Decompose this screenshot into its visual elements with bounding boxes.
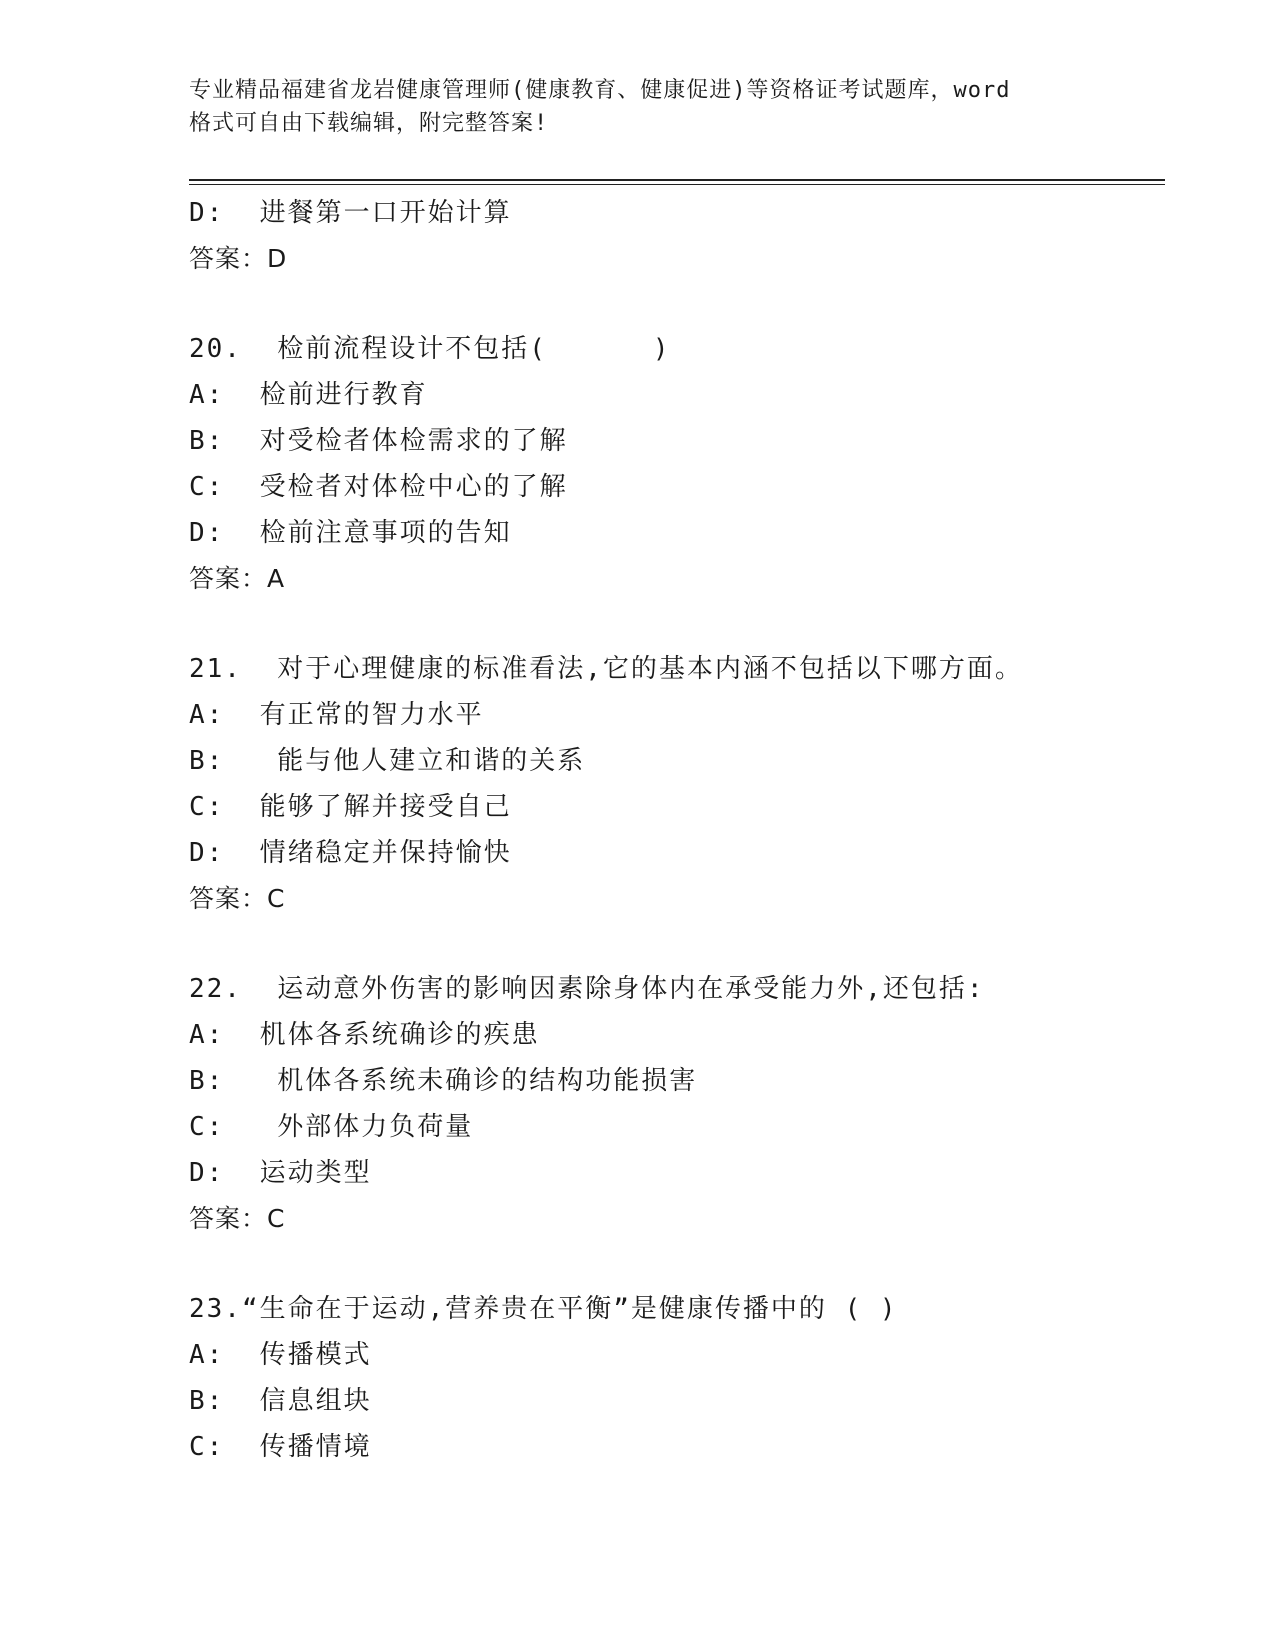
option-a: A: 传播模式 <box>189 1340 372 1370</box>
answer-line: 答案：C <box>189 1204 286 1233</box>
question-22 <box>189 966 1169 1242</box>
option-c: C: 传播情境 <box>189 1432 372 1462</box>
option-b: B: 能与他人建立和谐的关系 <box>189 746 586 776</box>
option-a: A: 检前进行教育 <box>189 380 428 410</box>
option-b: B: 机体各系统未确诊的结构功能损害 <box>189 1066 698 1096</box>
option-b: B: 对受检者体检需求的了解 <box>189 426 568 456</box>
document-header <box>189 74 1089 140</box>
question-stem: 22. 运动意外伤害的影响因素除身体内在承受能力外,还包括: <box>189 974 985 1004</box>
answer-line: 答案：C <box>189 884 286 913</box>
option-d: D: 进餐第一口开始计算 <box>189 198 512 228</box>
header-rule-thick <box>189 179 1165 181</box>
header-rule-thin <box>189 184 1165 185</box>
question-19-tail <box>189 190 1169 282</box>
answer-line: 答案：A <box>189 564 286 593</box>
header-line-2: 格式可自由下载编辑，附完整答案! <box>189 111 549 136</box>
question-stem: 20. 检前流程设计不包括( ) <box>189 334 671 364</box>
option-c: C: 外部体力负荷量 <box>189 1112 474 1142</box>
option-a: A: 有正常的智力水平 <box>189 700 484 730</box>
question-stem: 23.“生命在于运动,营养贵在平衡”是健康传播中的 ( ) <box>189 1294 898 1324</box>
option-d: D: 检前注意事项的告知 <box>189 518 512 548</box>
question-list <box>189 190 1169 1470</box>
question-stem: 21. 对于心理健康的标准看法,它的基本内涵不包括以下哪方面。 <box>189 654 1023 684</box>
option-c: C: 受检者对体检中心的了解 <box>189 472 568 502</box>
header-line-1: 专业精品福建省龙岩健康管理师(健康教育、健康促进)等资格证考试题库，word <box>189 78 1011 103</box>
option-d: D: 情绪稳定并保持愉快 <box>189 838 512 868</box>
spacer <box>189 922 1169 966</box>
question-20 <box>189 326 1169 602</box>
option-b: B: 信息组块 <box>189 1386 372 1416</box>
spacer <box>189 1242 1169 1286</box>
question-23 <box>189 1286 1169 1470</box>
spacer <box>189 282 1169 326</box>
option-c: C: 能够了解并接受自己 <box>189 792 512 822</box>
question-21 <box>189 646 1169 922</box>
option-a: A: 机体各系统确诊的疾患 <box>189 1020 540 1050</box>
answer-line: 答案：D <box>189 244 288 273</box>
spacer <box>189 602 1169 646</box>
option-d: D: 运动类型 <box>189 1158 372 1188</box>
